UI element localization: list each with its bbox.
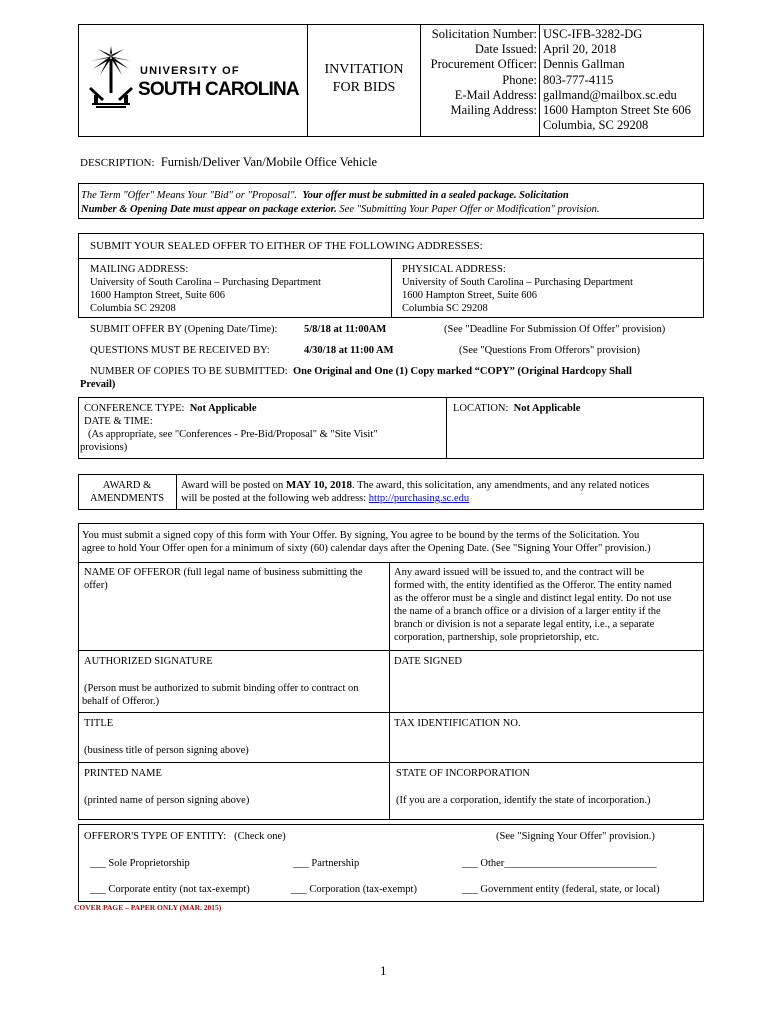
phone-label: Phone:	[502, 72, 537, 87]
award-label: AWARD & AMENDMENTS	[89, 480, 165, 504]
state-incorporation-label: STATE OF INCORPORATION	[396, 768, 530, 779]
logo-text-south-carolina: SOUTH CAROLINA	[138, 79, 299, 100]
questions-value: 4/30/18 at 11:00 AM	[304, 345, 394, 356]
offer-by-value: 5/8/18 at 11:00AM	[304, 324, 387, 335]
email-label: E-Mail Address:	[454, 87, 537, 102]
entity-option-corporate[interactable]: ___ Corporate entity (not tax-exempt)	[90, 884, 250, 895]
copies-value: One Original and One (1) Copy marked “COPY” (Original Hardcopy Shall	[292, 366, 632, 377]
page-number: 1	[380, 963, 387, 978]
submit-heading: SUBMIT YOUR SEALED OFFER TO EITHER OF THE FOLLOWING ADDRESSES:	[90, 240, 483, 252]
entity-option-government[interactable]: ___ Government entity (federal, state, or local)	[462, 884, 660, 895]
header-values	[543, 27, 703, 133]
offer-by-note: (See "Deadline For Submission Of Offer" provision)	[444, 324, 666, 335]
entity-option-other[interactable]: ___ Other_____________________________	[462, 858, 657, 869]
date-issued-label: Date Issued:	[474, 42, 537, 57]
offeror-award-note: Any award issued will be issued to, and the contract will be formed with, the entity identified as the Offeror. The entity named as the offeror must be a single and distinct legal entity. Do not use the name of a branch office or a division of a larger entity if the branch or division is not a separate legal entity, i.e., a separate corporation, partnership, sole proprietorship, etc.	[394, 567, 672, 643]
solicitation-number-value: USC-IFB-3282-DG	[543, 27, 643, 41]
page-title	[308, 61, 420, 97]
description-label: DESCRIPTION:	[80, 157, 155, 169]
logo-text-university-of: UNIVERSITY OF	[140, 65, 240, 77]
notice-part-3: Number & Opening Date must appear on package exterior.	[81, 204, 337, 215]
entity-option-partnership[interactable]: ___ Partnership	[293, 858, 360, 869]
cover-page-note: COVER PAGE – PAPER ONLY (MAR. 2015)	[74, 903, 222, 912]
printed-name-label: PRINTED NAME	[84, 768, 162, 779]
notice-text	[81, 189, 701, 217]
title-line-1: INVITATION	[324, 62, 404, 77]
notice-part-4: See "Submitting Your Paper Offer or Modification" provision.	[339, 204, 600, 215]
location-value: Not Applicable	[513, 403, 581, 414]
state-incorporation-note: (If you are a corporation, identify the state of incorporation.)	[396, 795, 651, 806]
location-label: LOCATION:	[453, 403, 509, 414]
date-issued-value: April 20, 2018	[543, 42, 617, 57]
offeror-name-label: NAME OF OFFEROR (full legal name of business submitting the offer)	[84, 567, 363, 591]
questions-note: (See "Questions From Offerors" provision)	[459, 345, 641, 356]
purchasing-url-link[interactable]: http://purchasing.sc.edu	[368, 493, 470, 504]
entity-option-sole-proprietorship[interactable]: ___ Sole Proprietorship	[90, 858, 190, 869]
award-date: MAY 10, 2018	[285, 479, 353, 491]
copies-label: NUMBER OF COPIES TO BE SUBMITTED:	[90, 366, 288, 377]
description	[80, 155, 377, 170]
offer-by-label: SUBMIT OFFER BY (Opening Date/Time):	[90, 324, 278, 335]
questions-label: QUESTIONS MUST BE RECEIVED BY:	[90, 345, 270, 356]
conference-block	[84, 402, 444, 441]
header-labels	[421, 27, 537, 118]
university-logo	[88, 45, 303, 115]
printed-name-note: (printed name of person signing above)	[84, 795, 250, 806]
phone-value: 803-777-4115	[543, 72, 614, 87]
mailing-address-line-1: 1600 Hampton Street Ste 606	[543, 103, 691, 118]
location-block	[453, 402, 580, 415]
title-label: TITLE	[84, 718, 114, 729]
solicitation-number-label: Solicitation Number:	[431, 27, 537, 41]
copies-value-cont: Prevail)	[80, 379, 116, 390]
title-line-2: FOR BIDS	[332, 80, 396, 95]
mailing-address-line-2: Columbia, SC 29208	[543, 118, 649, 133]
entity-heading: OFFEROR'S TYPE OF ENTITY: (Check one)	[84, 831, 286, 842]
notice-part-1: The Term "Offer" Means Your "Bid" or "Proposal".	[81, 190, 298, 201]
notice-part-2: Your offer must be submitted in a sealed package. Solicitation	[302, 190, 569, 201]
tax-id-label: TAX IDENTIFICATION NO.	[394, 718, 521, 729]
conference-note-2: provisions)	[80, 442, 128, 453]
title-note: (business title of person signing above)	[84, 745, 249, 756]
conference-datetime-label: DATE & TIME:	[84, 416, 153, 427]
conference-type-value: Not Applicable	[189, 403, 257, 414]
procurement-officer-value: Dennis Gallman	[543, 57, 625, 72]
date-signed-label: DATE SIGNED	[394, 656, 462, 667]
procurement-officer-label: Procurement Officer:	[430, 57, 537, 72]
copies-line	[90, 366, 632, 377]
entity-note: (See "Signing Your Offer" provision.)	[496, 831, 655, 842]
description-value: Furnish/Deliver Van/Mobile Office Vehicle	[160, 155, 378, 169]
palmetto-tree-icon	[88, 45, 134, 109]
physical-address-block: PHYSICAL ADDRESS: University of South Carolina – Purchasing Department 1600 Hampton Street, Suite 606 Columbia SC 29208	[402, 264, 633, 314]
conference-note-1: (As appropriate, see "Conferences - Pre-Bid/Proposal" & "Site Visit"	[88, 429, 378, 440]
offeror-intro: You must submit a signed copy of this form with Your Offer. By signing, You agree to be bound by the terms of the Solicitation. You agree to hold Your Offer open for a minimum of sixty (60) calendar days after the Opening Date. (See "Signing Your Offer" provision.)	[82, 530, 651, 554]
award-text: Award will be posted on MAY 10, 2018. The award, this solicitation, any amendments, and any related notices will be posted at the following web address: http://purchasing.sc.edu	[181, 479, 650, 504]
email-value: gallmand@mailbox.sc.edu	[543, 87, 677, 102]
entity-option-corporation-tax-exempt[interactable]: ___ Corporation (tax-exempt)	[291, 884, 417, 895]
mailing-address-label: Mailing Address:	[450, 103, 537, 118]
authorized-signature-label: AUTHORIZED SIGNATURE	[84, 656, 213, 667]
authorized-signature-note: (Person must be authorized to submit binding offer to contract on behalf of Offeror.)	[82, 683, 359, 707]
conference-type-label: CONFERENCE TYPE:	[84, 403, 185, 414]
mailing-address-block: MAILING ADDRESS: University of South Carolina – Purchasing Department 1600 Hampton Street, Suite 606 Columbia SC 29208	[90, 264, 321, 314]
